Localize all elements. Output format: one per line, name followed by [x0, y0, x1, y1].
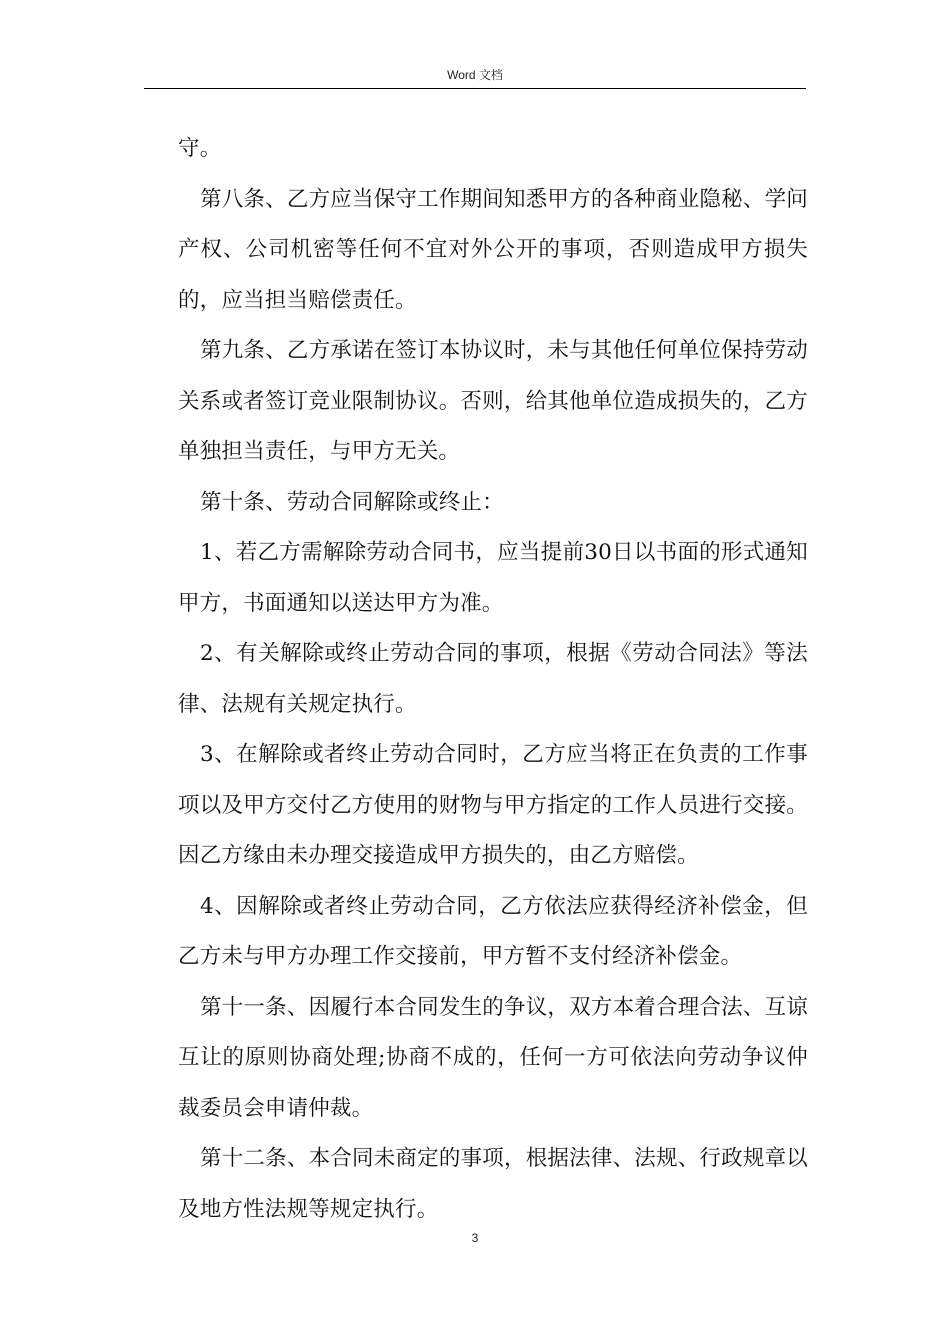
page-number: 3: [471, 1231, 479, 1245]
paragraph-article-8: 第八条、乙方应当保守工作期间知悉甲方的各种商业隐秘、学问产权、公司机密等任何不宜对外公开的事项，否则造成甲方损失的，应当担当赔偿责任。: [178, 186, 808, 313]
document-body: [178, 124, 808, 1235]
paragraph-article-10: 第十条、劳动合同解除或终止：: [200, 489, 504, 515]
paragraph-item-3: 3、在解除或者终止劳动合同时，乙方应当将正在负责的工作事项以及甲方交付乙方使用的财物与甲方指定的工作人员进行交接。因乙方缘由未办理交接造成甲方损失的，由乙方赔偿。: [178, 742, 808, 868]
paragraph-1: 守。: [178, 136, 222, 161]
header-title: Word 文档: [447, 68, 503, 82]
paragraph-article-9: 第九条、乙方承诺在签订本协议时，未与其他任何单位保持劳动关系或者签订竞业限制协议。否则，给其他单位造成损失的，乙方单独担当责任，与甲方无关。: [178, 338, 808, 464]
paragraph-item-4: 4、因解除或者终止劳动合同，乙方依法应获得经济补偿金，但乙方未与甲方办理工作交接前，甲方暂不支付经济补偿金。: [178, 893, 808, 969]
paragraph-item-2: 2、有关解除或终止劳动合同的事项，根据《劳动合同法》等法律、法规有关规定执行。: [178, 641, 808, 717]
paragraph-article-11: 第十一条、因履行本合同发生的争议，双方本着合理合法、互谅互让的原则协商处理;协商不成的，任何一方可依法向劳动争议仲裁委员会申请仲裁。: [178, 994, 808, 1121]
page-header: [144, 64, 806, 89]
paragraph-article-12: 第十二条、本合同未商定的事项，根据法律、法规、行政规章以及地方性法规等规定执行。: [178, 1146, 808, 1222]
paragraph-item-1: 1、若乙方需解除劳动合同书，应当提前30日以书面的形式通知甲方，书面通知以送达甲方为准。: [178, 540, 808, 616]
